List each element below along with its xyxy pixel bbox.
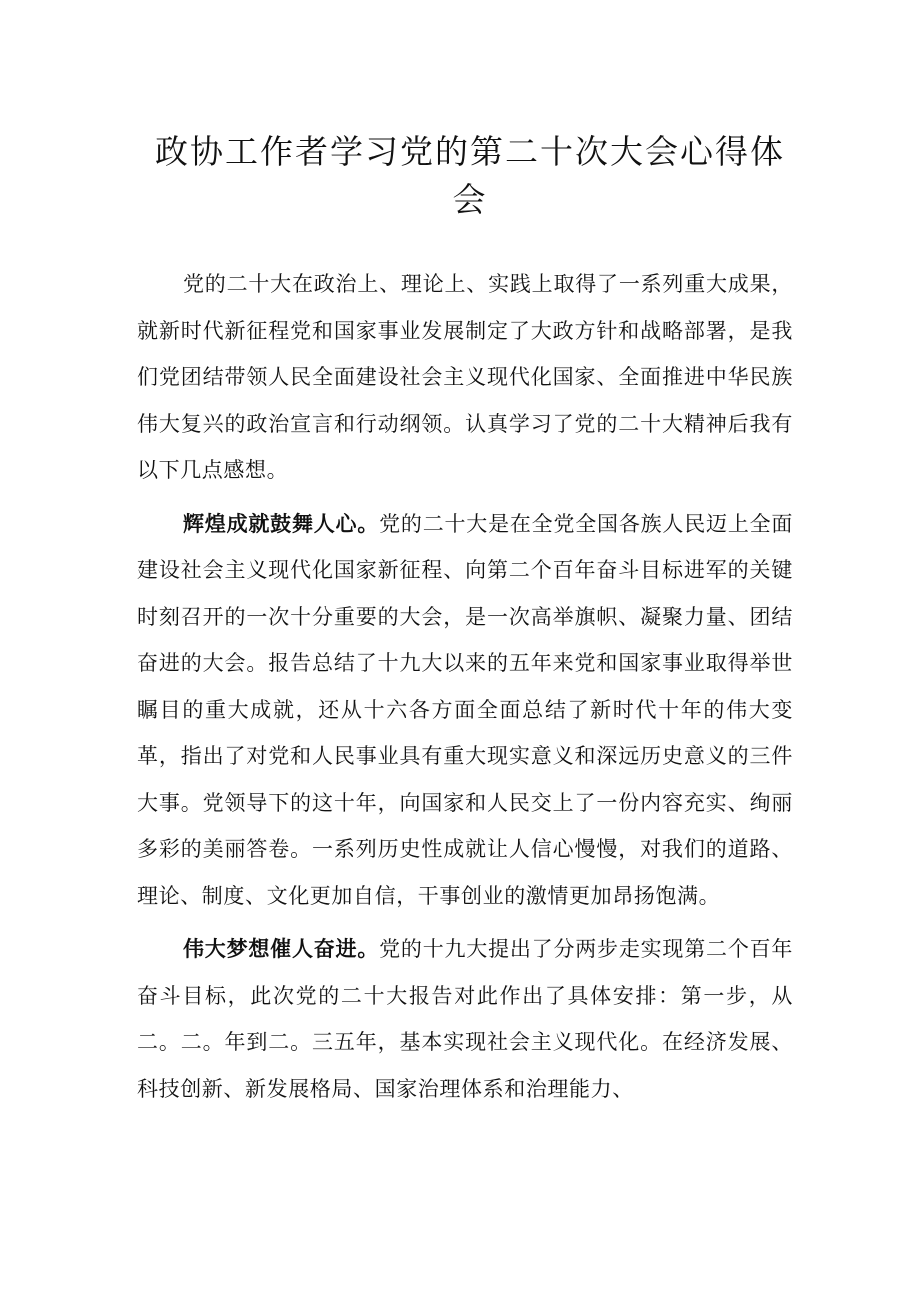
paragraph-text: 党的十九大提出了分两步走实现第二个百年奋斗目标，此次党的二十大报告对此作出了具体安排：第一步，从二。二。年到二。三五年，基本实现社会主义现代化。在经济发展、科技创新、新发展格局、国家治理体系和治理能力、: [137, 937, 793, 1101]
document-title: 政协工作者学习党的第二十次大会心得体会: [155, 132, 785, 219]
paragraph-text: 党的二十大是在全党全国各族人民迈上全面建设社会主义现代化国家新征程、向第二个百年奋斗目标进军的关键时刻召开的一次十分重要的大会，是一次高举旗帜、凝聚力量、团结奋进的大会。报告总结了十九大以来的五年来党和国家事业取得举世瞩目的重大成就，还从十六各方面全面总结了新时代十年的伟大变革，指出了对党和人民事业具有重大现实意义和深远历史意义的三件大事。党领导下的这十年，向国家和人民交上了一份内容充实、绚丽多彩的美丽答卷。一系列历史性成就让人信心慢慢，对我们的道路、理论、制度、文化更加自信，干事创业的激情更加昂扬饱满。: [137, 511, 793, 908]
paragraph-dream: [137, 926, 793, 1112]
paragraph-intro: [137, 261, 793, 494]
paragraph-achievements: [137, 501, 793, 920]
paragraph-lead-heading: 辉煌成就鼓舞人心。: [183, 510, 380, 536]
document-body: [137, 261, 793, 1119]
paragraph-text: 党的二十大在政治上、理论上、实践上取得了一系列重大成果，就新时代新征程党和国家事业发展制定了大政方针和战略部署，是我们党团结带领人民全面建设社会主义现代化国家、全面推进中华民族伟大复兴的政治宣言和行动纲领。认真学习了党的二十大精神后我有以下几点感想。: [137, 272, 793, 482]
paragraph-lead-heading: 伟大梦想催人奋进。: [183, 936, 380, 961]
